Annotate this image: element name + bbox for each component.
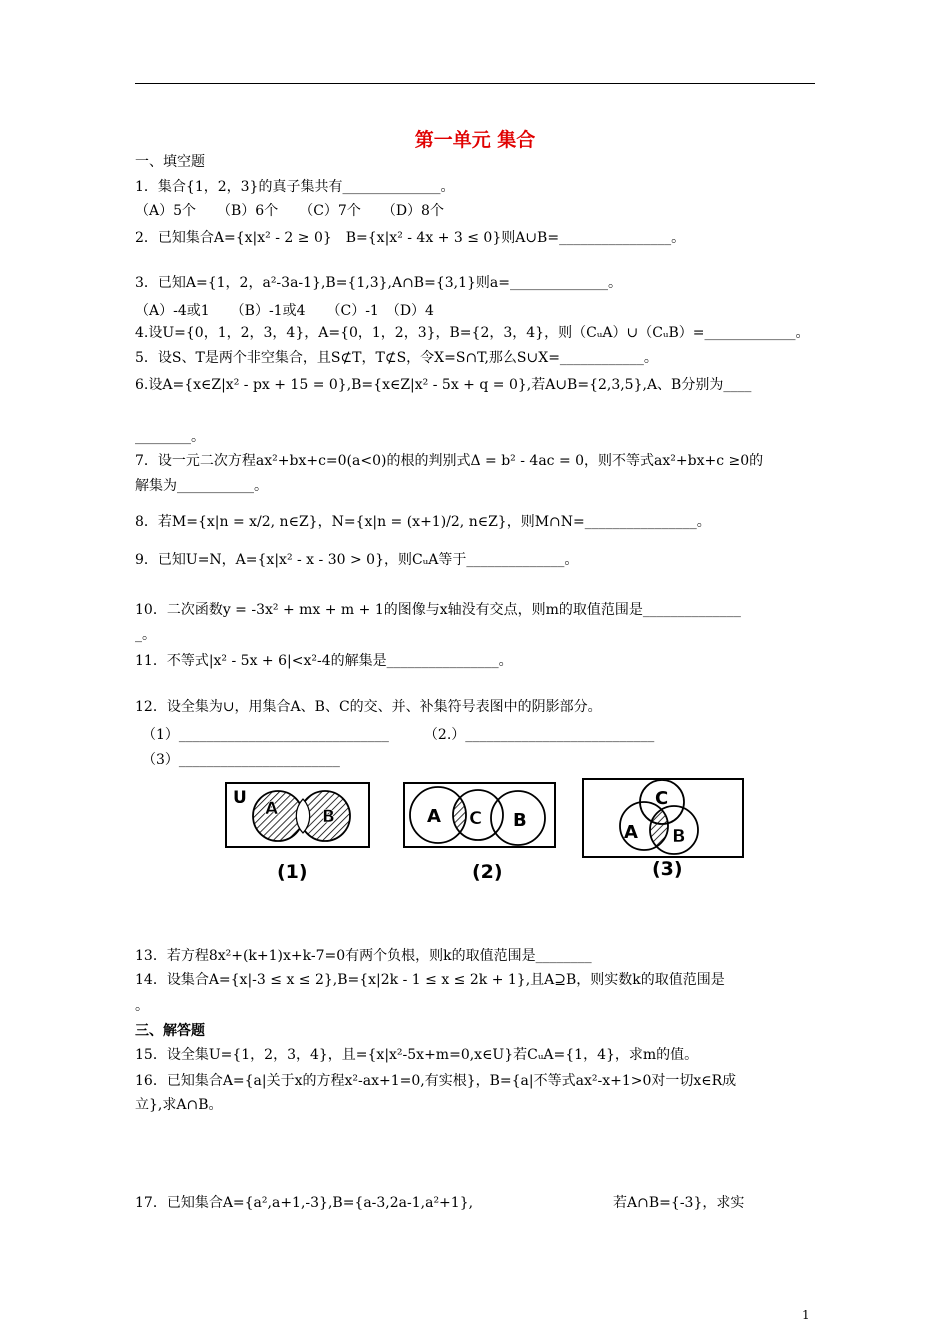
venn-diagram-1 — [225, 782, 370, 848]
header-rule — [135, 83, 815, 84]
question-11: 11．不等式|x² - 5x + 6|<x²-4的解集是________________。 — [135, 653, 513, 669]
question-10: 10．二次函数y = -3x² + mx + m + 1的图像与x轴没有交点，则m的取值范围是______________ — [135, 602, 741, 618]
question-17: 17．已知集合A={a²,a+1,-3},B={a-3,2a-1,a²+1}, 若A∩B={-3}，求实 — [135, 1195, 745, 1211]
page-title: 第一单元 集合 — [414, 129, 536, 151]
question-15: 15．设全集U={1，2，3，4}，且={x|x²-5x+m=0,x∈U}若CᵤA={1，4}，求m的值。 — [135, 1047, 699, 1063]
venn-label-b: B — [672, 826, 686, 847]
question-5: 5．设S、T是两个非空集合，且S⊄T，T⊄S，令X=S∩T,那么S∪X=____________。 — [135, 350, 658, 366]
venn-label-b: B — [322, 807, 335, 827]
question-12-blank-3: （3）_______________________ — [142, 752, 340, 768]
question-6: 6.设A={x∈Z|x² - px + 15 = 0},B={x∈Z|x² - 5x + q = 0},若A∪B={2,3,5},A、B分别为____ — [135, 377, 752, 393]
question-6-cont: ________。 — [135, 429, 205, 445]
question-7-cont: 解集为___________。 — [135, 478, 268, 494]
section-heading-answer: 三、解答题 — [135, 1023, 205, 1039]
venn-label-u: U — [233, 788, 247, 808]
question-13: 13．若方程8x²+(k+1)x+k-7=0有两个负根，则k的取值范围是________ — [135, 948, 592, 964]
question-1: 1．集合{1，2，3}的真子集共有______________。 — [135, 179, 455, 195]
venn-label-c: C — [655, 788, 669, 809]
venn-caption-2: (2) — [472, 861, 503, 883]
venn-diagram-2 — [403, 782, 556, 848]
question-3-options: （A）-4或1 （B）-1或4 （C）-1 （D）4 — [135, 303, 434, 319]
question-1-options: （A）5个 （B）6个 （C）7个 （D）8个 — [135, 203, 444, 219]
question-8: 8．若M={x|n = x/2, n∈Z}，N={x|n = (x+1)/2, n∈Z}，则M∩N=________________。 — [135, 514, 711, 530]
venn-label-a: A — [265, 799, 279, 819]
question-16-cont: 立},求A∩B。 — [135, 1097, 223, 1113]
venn-label-c: C — [469, 808, 483, 829]
question-10-cont: _。 — [135, 627, 156, 643]
question-12-blanks-1-2: （1）______________________________ （2.）___________________________ — [142, 727, 655, 743]
question-9: 9．已知U=N，A={x|x² - x - 30 > 0}，则CᵤA等于______________。 — [135, 552, 579, 568]
question-4: 4.设U={0，1，2，3，4}，A={0，1，2，3}，B={2，3，4}，则（CᵤA）∪（CᵤB）=_____________。 — [135, 325, 810, 341]
venn-label-a: A — [427, 806, 441, 827]
venn-caption-3: (3) — [652, 858, 683, 880]
question-2: 2．已知集合A={x|x² - 2 ≥ 0} B={x|x² - 4x + 3 ≤ 0}则A∪B=________________。 — [135, 230, 686, 246]
question-3: 3．已知A={1，2，a²-3a-1},B={1,3},A∩B={3,1}则a=______________。 — [135, 275, 622, 291]
question-12: 12．设全集为∪，用集合A、B、C的交、并、补集符号表图中的阴影部分。 — [135, 699, 602, 715]
venn-label-b: B — [513, 810, 527, 831]
page-number: 1 — [802, 1308, 810, 1322]
question-14-cont: 。 — [135, 998, 149, 1014]
venn-caption-1: (1) — [277, 861, 308, 883]
question-16: 16．已知集合A={a|关于x的方程x²-ax+1=0,有实根}，B={a|不等式ax²-x+1>0对一切x∈R成 — [135, 1073, 737, 1089]
question-7: 7．设一元二次方程ax²+bx+c=0(a<0)的根的判别式Δ = b² - 4ac = 0，则不等式ax²+bx+c ≥0的 — [135, 453, 764, 469]
venn-diagram-3 — [582, 778, 744, 858]
venn-label-a: A — [624, 822, 638, 843]
section-heading-fill: 一、填空题 — [135, 154, 205, 170]
question-14: 14．设集合A={x|-3 ≤ x ≤ 2},B={x|2k - 1 ≤ x ≤ 2k + 1},且A⊇B，则实数k的取值范围是 — [135, 972, 725, 988]
